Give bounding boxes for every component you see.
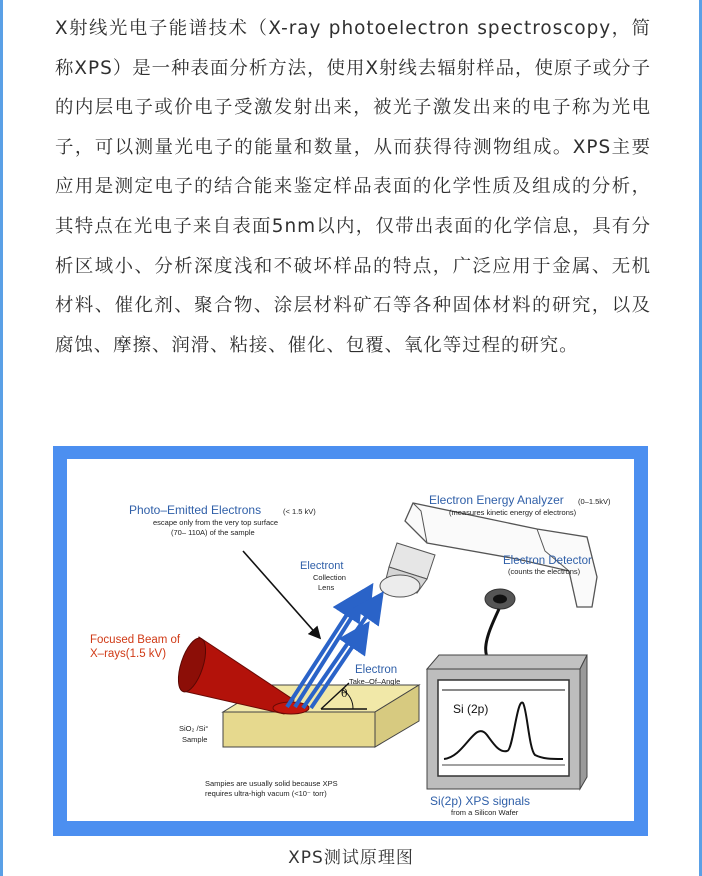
takeoff-angle-label: Take–Of–Angle bbox=[349, 677, 401, 686]
analyzer-range: (0–1.5kV) bbox=[578, 497, 611, 506]
analyzer-title: Electron Energy Analyzer bbox=[429, 493, 564, 507]
sample-material: SiO₂ /Si° bbox=[179, 724, 209, 733]
signals-title: Si(2p) XPS signals bbox=[430, 794, 531, 808]
note-line2: requires ultra-high vacum (<10⁻ torr) bbox=[205, 789, 327, 798]
electron-detector bbox=[485, 589, 515, 609]
sample-label: Sample bbox=[182, 735, 208, 744]
xps-diagram-svg bbox=[67, 459, 634, 821]
screen-peak-label: Si (2p) bbox=[453, 702, 489, 716]
electron-label: Electron bbox=[355, 664, 398, 676]
note-line1: Sampies are usually solid because XPS bbox=[205, 779, 338, 788]
detector-title: Electron Detector bbox=[503, 555, 592, 567]
photo-emitted-desc1: escape only from the very top surface bbox=[153, 518, 279, 527]
photo-emitted-title: Photo–Emitted Electrons bbox=[129, 503, 262, 517]
analyzer-desc: (measures kinetic energy of electrons) bbox=[449, 508, 577, 517]
beam-label-line2: X–rays(1.5 kV) bbox=[90, 648, 167, 660]
signal-display bbox=[427, 655, 587, 789]
photo-emitted-desc2: (70– 110A) of the sample bbox=[171, 528, 255, 537]
xps-diagram bbox=[67, 459, 634, 821]
theta-symbol: θ bbox=[341, 687, 348, 700]
detector-desc: (counts the electrons) bbox=[508, 567, 581, 576]
left-page-border bbox=[0, 0, 3, 876]
lens-desc2: Lens bbox=[318, 583, 335, 592]
collection-lens bbox=[380, 543, 435, 597]
signals-subtitle: from a Silicon Wafer bbox=[451, 808, 519, 817]
lens-desc1: Collection bbox=[313, 573, 346, 582]
beam-label-line1: Focused Beam of bbox=[90, 634, 181, 646]
figure-frame bbox=[53, 446, 648, 836]
lens-title: Electront bbox=[300, 560, 344, 572]
photo-emitted-energy: (< 1.5 kV) bbox=[283, 507, 316, 516]
article-body bbox=[55, 9, 651, 365]
article-paragraph: X射线光电子能谱技术（X-ray photoelectron spectroscopy，简称XPS）是一种表面分析方法，使用X射线去辐射样品，使原子或分子的内层电子或价电子受激发射出来，被光子激发出来的电子称为光电子，可以测量光电子的能量和数量，从而获得待测物组成。XPS主要应用是测定电子的结合能来鉴定样品表面的化学性质及组成的分析，其特点在光电子来自表面5nm以内，仅带出表面的化学信息，具有分析区域小、分析深度浅和不破坏样品的特点，广泛应用于金属、无机材料、催化剂、聚合物、涂层材料矿石等各种固体材料的研究，以及腐蚀、摩擦、润滑、粘接、催化、包覆、氧化等过程的研究。 bbox=[55, 18, 651, 356]
figure-caption: XPS测试原理图 bbox=[288, 848, 414, 868]
